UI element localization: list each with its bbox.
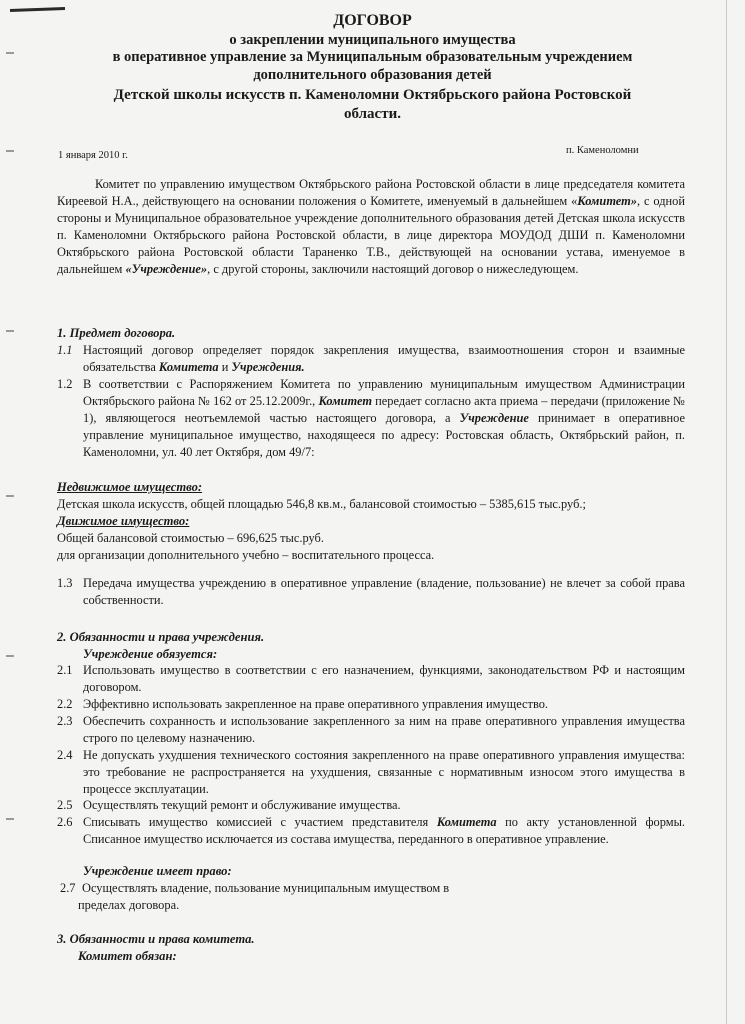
clause-2-3: 2.3 Обеспечить сохранность и использование закрепленного за ним на праве оперативного управления имущества строго по целевому назначению.	[57, 714, 685, 746]
movable-text: Общей балансовой стоимостью – 696,625 тыс.руб.	[57, 531, 324, 545]
movable-purpose: для организации дополнительного учебно – воспитательного процесса.	[57, 548, 435, 562]
clause-2-1: 2.1 Использовать имущество в соответствии с его назначением, функциями, законодательством РФ и настоящим договором.	[57, 663, 685, 695]
doc-subtitle: в оперативное управление за Муниципальным образовательным учреждением	[112, 49, 633, 65]
doc-subtitle: области.	[344, 106, 401, 122]
contract-date: 1 января 2010 г.	[58, 150, 128, 161]
doc-subtitle: дополнительного образования детей	[253, 67, 492, 83]
binding-hole	[6, 330, 14, 332]
doc-subtitle: Детской школы искусств п. Каменоломни Октябрьского района Ростовской	[113, 87, 632, 103]
institution-rights-subheading: Учреждение имеет право:	[83, 864, 232, 878]
binding-hole	[6, 495, 14, 497]
binding-hole	[6, 150, 14, 152]
section-2-heading: 2. Обязанности и права учреждения.	[57, 630, 265, 644]
clause-2-2: 2.2 Эффективно использовать закрепленное на праве оперативного управления имущество.	[57, 697, 548, 711]
institution-obliged-subheading: Учреждение обязуется:	[83, 647, 218, 661]
clause-1-2: 1.2 В соответствии с Распоряжением Комитета по управлению муниципальным имуществом Администрации Октябрьского района № 162 от 25.12.2009г., Комитет передает согласно акта приема – передачи (приложение № 1), являющегося неотъемлемой частью настоящего договора, а Учреждение принимает в оперативное управление муниципальное имущество, находящееся по адресу: Ростовская область, Октябрьский район, п. Каменоломни, ул. 40 лет Октября, дом 49/7:	[57, 377, 685, 460]
binding-hole	[6, 818, 14, 820]
realty-label: Недвижимое имущество:	[57, 480, 203, 494]
clause-2-5: 2.5 Осуществлять текущий ремонт и обслуживание имущества.	[57, 798, 401, 812]
clause-1-3: 1.3 Передача имущества учреждению в оперативное управление (владение, пользование) не влечет за собой права собственности.	[57, 576, 685, 608]
section-3-heading: 3. Обязанности и права комитета.	[57, 932, 255, 946]
clause-2-4: 2.4 Не допускать ухудшения технического состояния закрепленного на праве оперативного управления имущества: это требование не распространяется на ухудшения, связанные с нормативным износом этого имущества в процессе эксплуатации.	[57, 748, 685, 797]
intro-paragraph: Комитет по управлению имуществом Октябрьского района Ростовской области в лице председателя комитета Киреевой Н.А., действующего на основании положения о Комитете, именуемый в дальнейшем «Комитет», с одной стороны и Муниципальное образовательное учреждение дополнительного образования детей Детская школа искусств п. Каменоломни Октябрьского района Ростовской области, в лице директора МОУДОД ДШИ п. Каменоломни Октябрьского района Ростовской области Тараненко Т.В., действующей на основании устава, именуемое в дальнейшем «Учреждение», с другой стороны, заключили настоящий договор о нижеследующем.	[57, 177, 685, 277]
doc-subtitle: о закреплении муниципального имущества	[229, 32, 516, 48]
committee-obliged-subheading: Комитет обязан:	[78, 949, 177, 963]
scan-edge	[726, 0, 727, 1024]
clause-2-7-text: Осуществлять владение, пользование муниципальным имуществом в	[82, 881, 450, 895]
clause-2-7-number: 2.7	[60, 881, 76, 895]
movable-label: Движимое имущество:	[57, 514, 190, 528]
clause-1-1: 1.1 Настоящий договор определяет порядок закрепления имущества, взаимоотношения сторон и взаимные обязательства Комитета и Учреждения.	[57, 343, 685, 375]
clause-2-7-text: пределах договора.	[78, 898, 180, 912]
section-1-heading: 1. Предмет договора.	[57, 326, 176, 340]
contract-place: п. Каменоломни	[566, 145, 639, 156]
binding-hole	[6, 655, 14, 657]
doc-title: ДОГОВОР	[333, 12, 412, 29]
realty-text: Детская школа искусств, общей площадью 546,8 кв.м., балансовой стоимостью – 5385,615 тыс.руб.;	[57, 497, 586, 511]
clause-2-6: 2.6 Списывать имущество комиссией с участием представителя Комитета по акту установленной формы. Списанное имущество исключается из состава имущества, переданного в оперативное управление.	[57, 815, 686, 847]
